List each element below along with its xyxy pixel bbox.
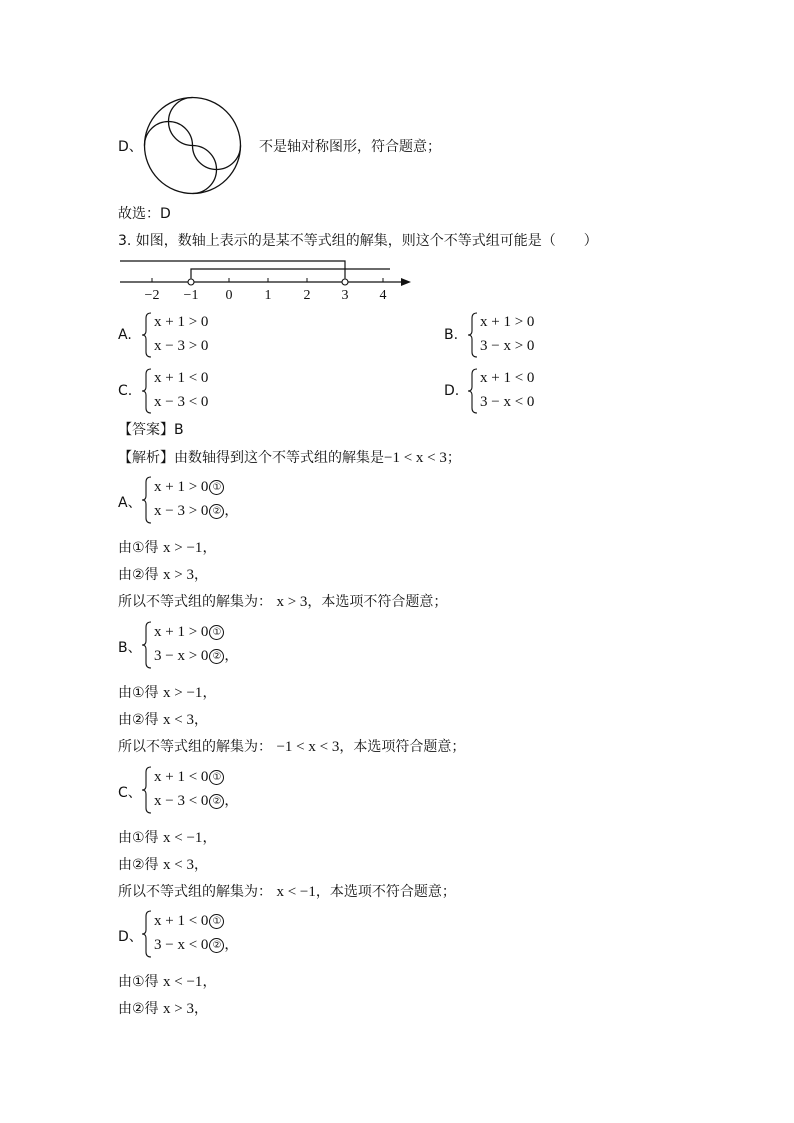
case-system (142, 910, 252, 958)
case-step-2: 由②得 x > 3， (118, 567, 208, 583)
case-label: D、 (118, 929, 143, 945)
system-line-1: x + 1 < 0 (154, 370, 209, 386)
system-line-1: x + 1 > 0 (480, 314, 535, 330)
prev-answer: 故选：D (118, 206, 171, 222)
case-system (142, 621, 252, 669)
case-conclusion: 所以不等式组的解集为： x < −1，本选项不符合题意； (118, 884, 456, 900)
case-step-1: 由①得 x < −1， (118, 830, 217, 846)
left-brace-icon (142, 621, 152, 669)
left-brace-icon (142, 476, 152, 524)
left-brace-icon (142, 312, 152, 358)
system-line-2: 3 − x < 0 ② ， (154, 937, 239, 953)
option-system[interactable] (468, 368, 578, 414)
bracket-x-gt-minus1 (191, 269, 390, 278)
system-line-1: x + 1 < 0 ① (154, 912, 224, 930)
option-label: A. (118, 327, 132, 343)
case-system (142, 476, 252, 524)
case-conclusion: 所以不等式组的解集为： −1 < x < 3，本选项符合题意； (118, 739, 466, 755)
option-label: D. (444, 383, 460, 399)
arrow-right-icon (401, 278, 411, 286)
circled-1-icon: ① (209, 625, 224, 640)
case-step-1: 由①得 x > −1， (118, 540, 217, 556)
system-line-2: 3 − x < 0 (480, 394, 535, 410)
open-point-minus1 (188, 279, 194, 285)
case-step-1: 由①得 x > −1， (118, 685, 217, 701)
left-brace-icon (468, 368, 478, 414)
left-brace-icon (468, 312, 478, 358)
case-system (142, 766, 252, 814)
system-line-2: x − 3 < 0 (154, 394, 209, 410)
case-label: B、 (118, 640, 142, 656)
option-system[interactable] (468, 312, 578, 358)
system-line-1: x + 1 < 0 ① (154, 768, 224, 786)
option-system[interactable] (142, 312, 252, 358)
system-line-2: 3 − x > 0 (480, 338, 535, 354)
tick-label: 2 (303, 288, 311, 302)
analysis-prefix: 【解析】由数轴得到这个不等式组的解集是 (118, 450, 384, 466)
analysis-suffix: ； (446, 450, 461, 466)
system-line-1: x + 1 > 0 ① (154, 478, 224, 496)
system-line-2: x − 3 > 0 ② ， (154, 503, 239, 519)
tick-label: −2 (144, 288, 160, 302)
circled-1-icon: ① (209, 914, 224, 929)
system-line-1: x + 1 > 0 (154, 314, 209, 330)
tick-label: 1 (264, 288, 272, 302)
option-label: C. (118, 383, 133, 399)
case-step-2: 由②得 x > 3， (118, 1001, 208, 1017)
system-line-2: 3 − x > 0 ② ， (154, 648, 239, 664)
option-d-label: D、 (118, 139, 143, 155)
tick-label: 4 (379, 288, 387, 302)
question-3-text: 3. 如图，数轴上表示的是某不等式组的解集，则这个不等式组可能是（ ） (118, 233, 598, 249)
answer-text: 【答案】B (118, 422, 184, 438)
tick-label: 3 (341, 288, 349, 302)
case-step-2: 由②得 x < 3， (118, 857, 208, 873)
analysis-math: −1 < x < 3 (384, 450, 447, 466)
circled-2-icon: ② (209, 649, 224, 664)
circled-2-icon: ② (209, 794, 224, 809)
left-brace-icon (142, 910, 152, 958)
number-line (115, 254, 415, 302)
option-d-comment: 不是轴对称图形，符合题意； (259, 139, 441, 155)
tick-label: −1 (183, 288, 199, 302)
system-line-1: x + 1 < 0 (480, 370, 535, 386)
circled-2-icon: ② (209, 504, 224, 519)
case-step-1: 由①得 x < −1， (118, 974, 217, 990)
swirl-circle-figure (141, 94, 244, 197)
circled-1-icon: ① (209, 480, 224, 495)
left-brace-icon (142, 766, 152, 814)
left-brace-icon (142, 368, 152, 414)
case-label: A、 (118, 495, 142, 511)
case-label: C、 (118, 785, 142, 801)
circled-1-icon: ① (209, 770, 224, 785)
case-conclusion: 所以不等式组的解集为： x > 3，本选项不符合题意； (118, 594, 448, 610)
open-point-3 (342, 279, 348, 285)
system-line-1: x + 1 > 0 ① (154, 623, 224, 641)
option-label: B. (444, 327, 459, 343)
circled-2-icon: ② (209, 938, 224, 953)
system-line-2: x − 3 > 0 (154, 338, 209, 354)
analysis-line (118, 449, 461, 467)
case-step-2: 由②得 x < 3， (118, 712, 208, 728)
system-line-2: x − 3 < 0 ② ， (154, 793, 239, 809)
tick-label: 0 (225, 288, 233, 302)
option-system[interactable] (142, 368, 252, 414)
